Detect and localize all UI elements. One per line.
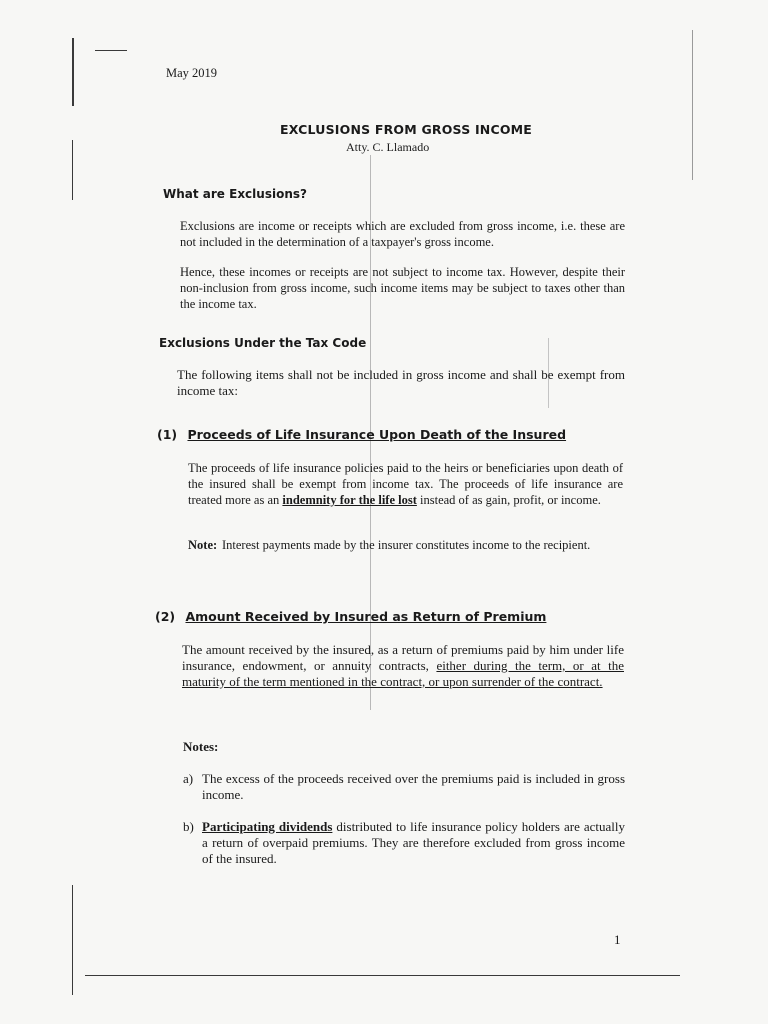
item-1-paragraph-tail: instead of as gain, profit, or income. [416, 493, 601, 507]
item-1-heading [157, 427, 566, 442]
item-2-heading [155, 609, 546, 624]
scan-mark-bottom-rule [85, 975, 680, 976]
exclusions-definition-paragraph: Exclusions are income or receipts which are excluded from gross income, i.e. these are not included in the determination of a taxpayer's gross income. [180, 219, 625, 249]
document-date: May 2019 [166, 66, 218, 80]
item-1-note [188, 537, 623, 553]
item-2-title: Amount Received by Insured as Return of Premium [185, 609, 547, 624]
document-title: EXCLUSIONS FROM GROSS INCOME [280, 122, 533, 137]
note-b-marker: b) [183, 819, 194, 834]
item-1-note-text: Interest payments made by the insurer constitutes income to the recipient. [222, 538, 591, 552]
item-2-paragraph-text: The amount received by the insured, as a return of premiums paid by him under life insurance, endowment, or annuity contracts, [182, 642, 624, 673]
note-b-emphasis: Participating dividends [202, 819, 333, 834]
item-2-paragraph [182, 642, 624, 690]
item-1-title: Proceeds of Life Insurance Upon Death of the Insured [187, 427, 567, 442]
note-b-text: distributed to life insurance policy holders are actually a return of overpaid premiums. They are therefore excluded from gross income of the insured. [202, 819, 625, 866]
note-b-paragraph [202, 819, 625, 867]
note-a-text: The excess of the proceeds received over the premiums paid is included in gross income. [202, 771, 625, 802]
item-2-underlined-text: either during the term, or at the maturity of the term mentioned in the contract, or upon surrender of the contract. [182, 658, 624, 689]
section-heading-tax-code: Exclusions Under the Tax Code [159, 336, 367, 350]
page-number: 1 [614, 932, 621, 947]
item-1-paragraph-text: The proceeds of life insurance policies paid to the heirs or beneficiaries upon death of the insured shall be exempt from income tax. The proceeds of life insurance are treated more as an [188, 461, 623, 507]
document-author: Atty. C. Llamado [346, 140, 430, 154]
note-a-marker: a) [183, 771, 194, 786]
item-2-number: (2) [155, 609, 176, 624]
section-heading-what-are-exclusions: What are Exclusions? [163, 187, 307, 201]
item-1-emphasis: indemnity for the life lost [282, 493, 417, 507]
item-2-note-b [183, 819, 625, 867]
tax-code-intro-paragraph: The following items shall not be included in gross income and shall be exempt from income tax: [177, 367, 625, 398]
item-1-paragraph [188, 460, 623, 508]
item-1-number: (1) [157, 427, 178, 442]
scan-mark-left-mid [72, 140, 73, 200]
scan-mark-top-dash [95, 50, 127, 51]
item-2-notes-label: Notes: [183, 739, 219, 754]
scan-mark-left-top [72, 38, 74, 106]
exclusions-tax-paragraph: Hence, these incomes or receipts are not subject to income tax. However, despite their non-inclusion from gross income, such income items may be subject to taxes other than the income tax. [180, 265, 625, 311]
scan-mark-right-top [692, 30, 693, 180]
item-1-note-label: Note: [188, 538, 218, 552]
item-2-note-a [183, 771, 625, 803]
scan-mark-left-bottom [72, 885, 73, 995]
